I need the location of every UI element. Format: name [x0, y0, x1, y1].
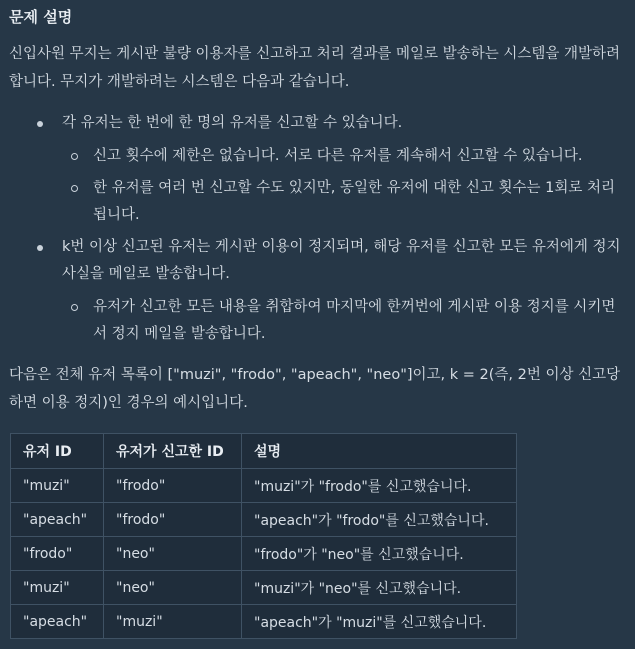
cell-user-id: "muzi" [11, 571, 104, 605]
cell-reported-id: "frodo" [104, 503, 242, 537]
rule-item [62, 110, 626, 229]
sub-rules-list [62, 294, 626, 348]
cell-reported-id: "neo" [104, 571, 242, 605]
column-header-reported-id: 유저가 신고한 ID [104, 434, 242, 469]
cell-user-id: "apeach" [11, 605, 104, 639]
rule-text: k번 이상 신고된 유저는 게시판 이용이 정지되며, 해당 유저를 신고한 모든 유저에게 정지 사실을 메일로 발송합니다. [62, 239, 621, 282]
table-header-row [11, 434, 517, 469]
sub-rules-list [62, 143, 626, 229]
cell-description: "frodo"가 "neo"를 신고했습니다. [242, 537, 517, 571]
example-intro-paragraph: 다음은 전체 유저 목록이 ["muzi", "frodo", "apeach", "neo"]이고, k = 2(즉, 2번 이상 신고당하면 이용 정지)인 경우의 예시입니다. [9, 367, 621, 411]
table-row [11, 571, 517, 605]
cell-description: "muzi"가 "frodo"를 신고했습니다. [242, 469, 517, 503]
table-row [11, 503, 517, 537]
rules-list [9, 110, 626, 348]
table-row [11, 605, 517, 639]
example-table [10, 433, 517, 639]
cell-reported-id: "frodo" [104, 469, 242, 503]
section-title: 문제 설명 [9, 8, 73, 26]
cell-description: "apeach"가 "muzi"를 신고했습니다. [242, 605, 517, 639]
rule-item [62, 234, 626, 348]
rule-text: 각 유저는 한 번에 한 명의 유저를 신고할 수 있습니다. [62, 115, 403, 131]
column-header-user-id: 유저 ID [11, 434, 104, 469]
cell-user-id: "frodo" [11, 537, 104, 571]
sub-rule-item: 한 유저를 여러 번 신고할 수도 있지만, 동일한 유저에 대한 신고 횟수는 1회로 처리됩니다. [93, 175, 626, 229]
sub-rule-item: 유저가 신고한 모든 내용을 취합하여 마지막에 한꺼번에 게시판 이용 정지를 시키면서 정지 메일을 발송합니다. [93, 294, 626, 348]
column-header-description: 설명 [242, 434, 517, 469]
cell-description: "muzi"가 "neo"를 신고했습니다. [242, 571, 517, 605]
table-row [11, 537, 517, 571]
sub-rule-item: 신고 횟수에 제한은 없습니다. 서로 다른 유저를 계속해서 신고할 수 있습니다. [93, 143, 626, 170]
cell-reported-id: "muzi" [104, 605, 242, 639]
cell-description: "apeach"가 "frodo"를 신고했습니다. [242, 503, 517, 537]
cell-reported-id: "neo" [104, 537, 242, 571]
table-row [11, 469, 517, 503]
cell-user-id: "muzi" [11, 469, 104, 503]
cell-user-id: "apeach" [11, 503, 104, 537]
intro-paragraph: 신입사원 무지는 게시판 불량 이용자를 신고하고 처리 결과를 메일로 발송하는 시스템을 개발하려 합니다. 무지가 개발하려는 시스템은 다음과 같습니다. [9, 46, 620, 90]
